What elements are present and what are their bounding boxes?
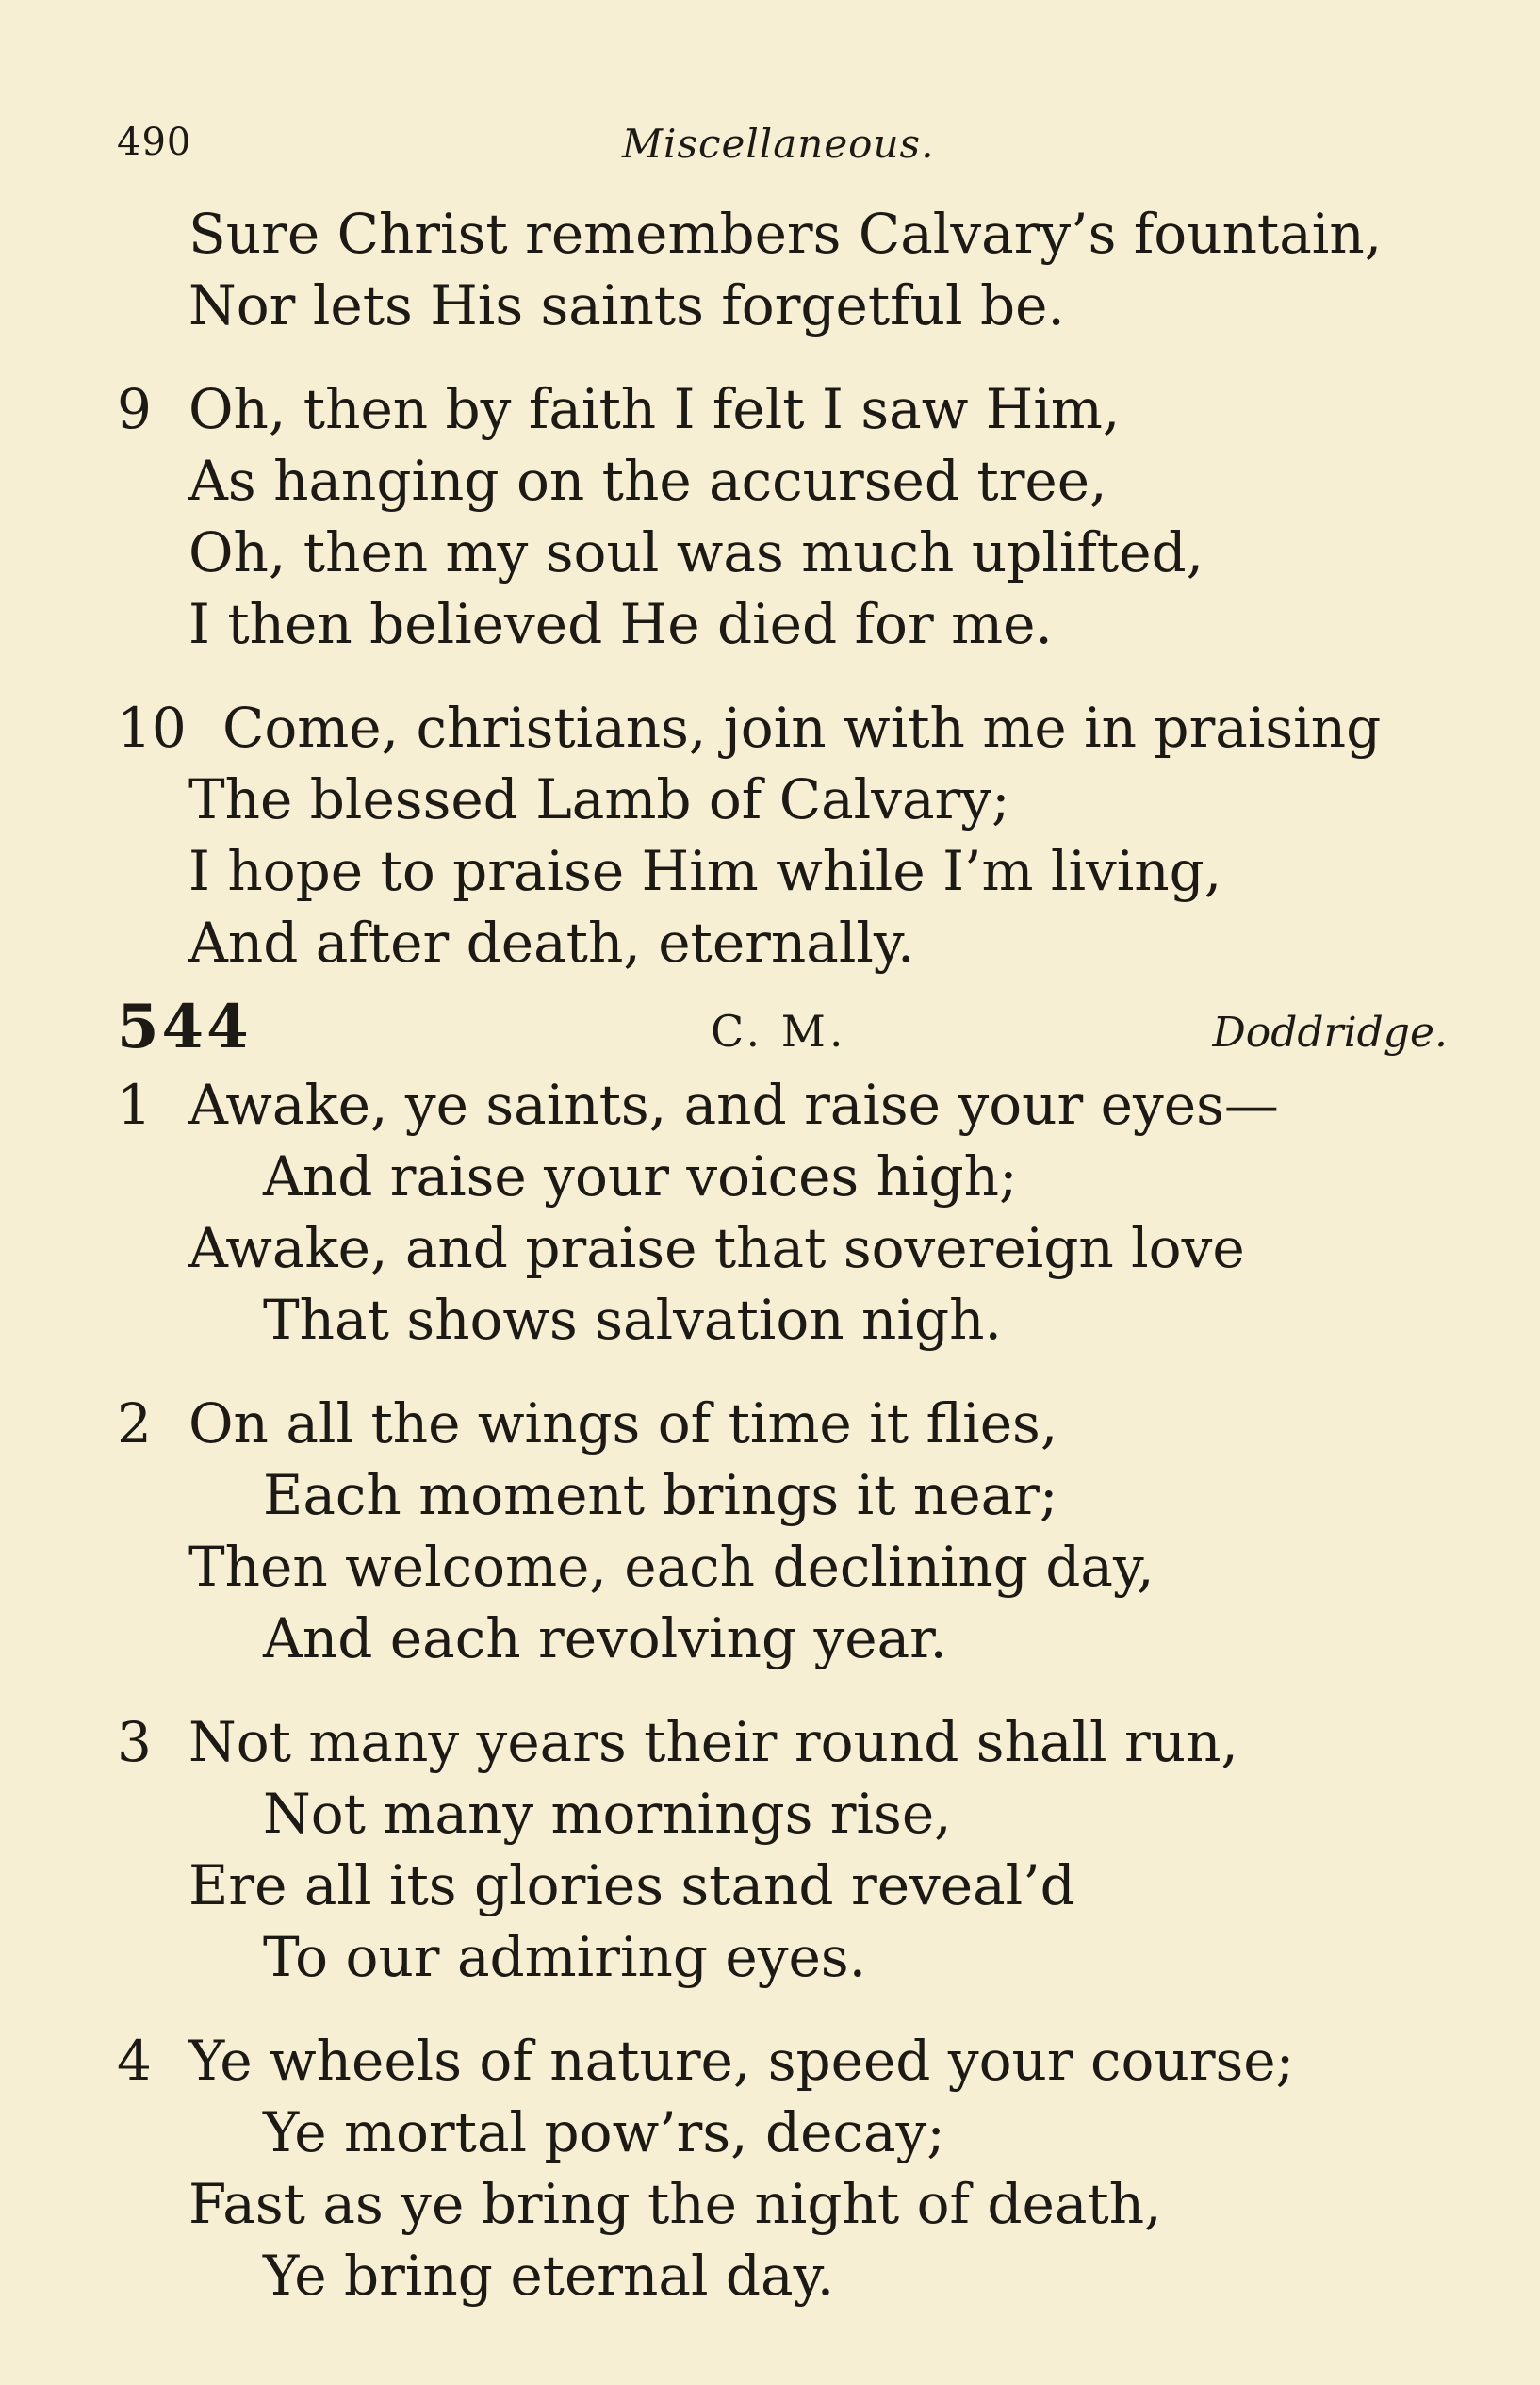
verse-text: Oh, then my soul was much uplifted, [188,520,1204,584]
verse-line [117,1388,1455,1459]
verse-text: The blessed Lamb of Calvary; [188,767,1010,831]
stanza-number: 9 [117,377,152,441]
continued-hymn [117,198,1455,2311]
hymn-meter: C. M. [711,1006,847,1057]
page-number: 490 [117,121,192,164]
verse-text: Then welcome, each declining day, [188,1535,1155,1599]
stanza-number: 2 [117,1391,152,1456]
verse-text: And raise your voices high; [263,1144,1018,1209]
verse-line [117,1603,1455,1674]
verse-line [117,2168,1455,2240]
verse-text: Ye bring eternal day. [263,2244,835,2308]
verse-line [117,270,1455,341]
verse-text: Oh, then by faith I felt I saw Him, [188,377,1121,441]
verse-line [117,1850,1455,1921]
verse-text: As hanging on the accursed tree, [188,449,1107,513]
verse-line [117,198,1455,270]
verse-line [117,1531,1455,1603]
stanza-1 [117,1069,1455,1356]
verse-text: Ere all its glories stand reveal’d [188,1853,1075,1917]
running-head [117,121,1436,177]
verse-line [117,2097,1455,2168]
verse-line [117,692,1455,764]
stanza-number: 1 [117,1073,152,1137]
verse-line [117,1706,1455,1778]
verse-line [117,373,1455,445]
stanza-number: 3 [117,1710,152,1774]
stanza-2 [117,1388,1455,1674]
verse-line [117,1778,1455,1850]
stanza-10 [117,692,1455,979]
verse-text: Each moment brings it near; [263,1463,1058,1527]
verse-text: Ye wheels of nature, speed your course; [188,2029,1295,2093]
verse-line [117,835,1455,907]
verse-line [117,445,1455,517]
verse-line [117,907,1455,979]
verse-line [117,1069,1455,1141]
verse-text: Awake, and praise that sovereign love [188,1216,1245,1280]
hymn-number: 544 [117,992,252,1062]
verse-text: I hope to praise Him while I’m living, [188,839,1222,903]
stanza-number: 10 [117,696,187,760]
verse-text: And each revolving year. [263,1606,947,1670]
verse-text: And after death, eternally. [188,911,915,975]
verse-line [117,1141,1455,1212]
stanza-4 [117,2025,1455,2311]
hymn-author: Doddridge. [1212,1009,1448,1057]
hymn-header [117,994,1455,1065]
verse-line [117,517,1455,588]
section-title: Miscellaneous. [622,121,935,167]
verse-line [117,1459,1455,1531]
continued-stanza-8-tail [117,198,1455,341]
verse-line [117,2240,1455,2311]
verse-line [117,1212,1455,1284]
verse-line [117,1284,1455,1356]
stanza-9 [117,373,1455,660]
verse-text: Fast as ye bring the night of death, [188,2172,1162,2236]
verse-text: Nor lets His saints forgetful be. [188,273,1065,337]
verse-line [117,588,1455,660]
verse-line [117,1921,1455,1993]
verse-text: Sure Christ remembers Calvary’s fountain, [188,202,1383,266]
verse-text: To our admiring eyes. [263,1925,867,1989]
verse-text: Not many mornings rise, [263,1782,952,1846]
verse-text: Awake, ye saints, and raise your eyes— [188,1073,1279,1137]
verse-text: I then believed He died for me. [188,592,1053,656]
verse-text: Ye mortal pow’rs, decay; [263,2100,945,2164]
stanza-3 [117,1706,1455,1993]
verse-line [117,2025,1455,2097]
verse-text: Come, christians, join with me in praising [222,696,1382,760]
verse-text: Not many years their round shall run, [188,1710,1238,1774]
verse-line [117,764,1455,835]
stanza-number: 4 [117,2029,152,2093]
verse-text: On all the wings of time it flies, [188,1391,1058,1456]
verse-text: That shows salvation nigh. [263,1288,1002,1352]
